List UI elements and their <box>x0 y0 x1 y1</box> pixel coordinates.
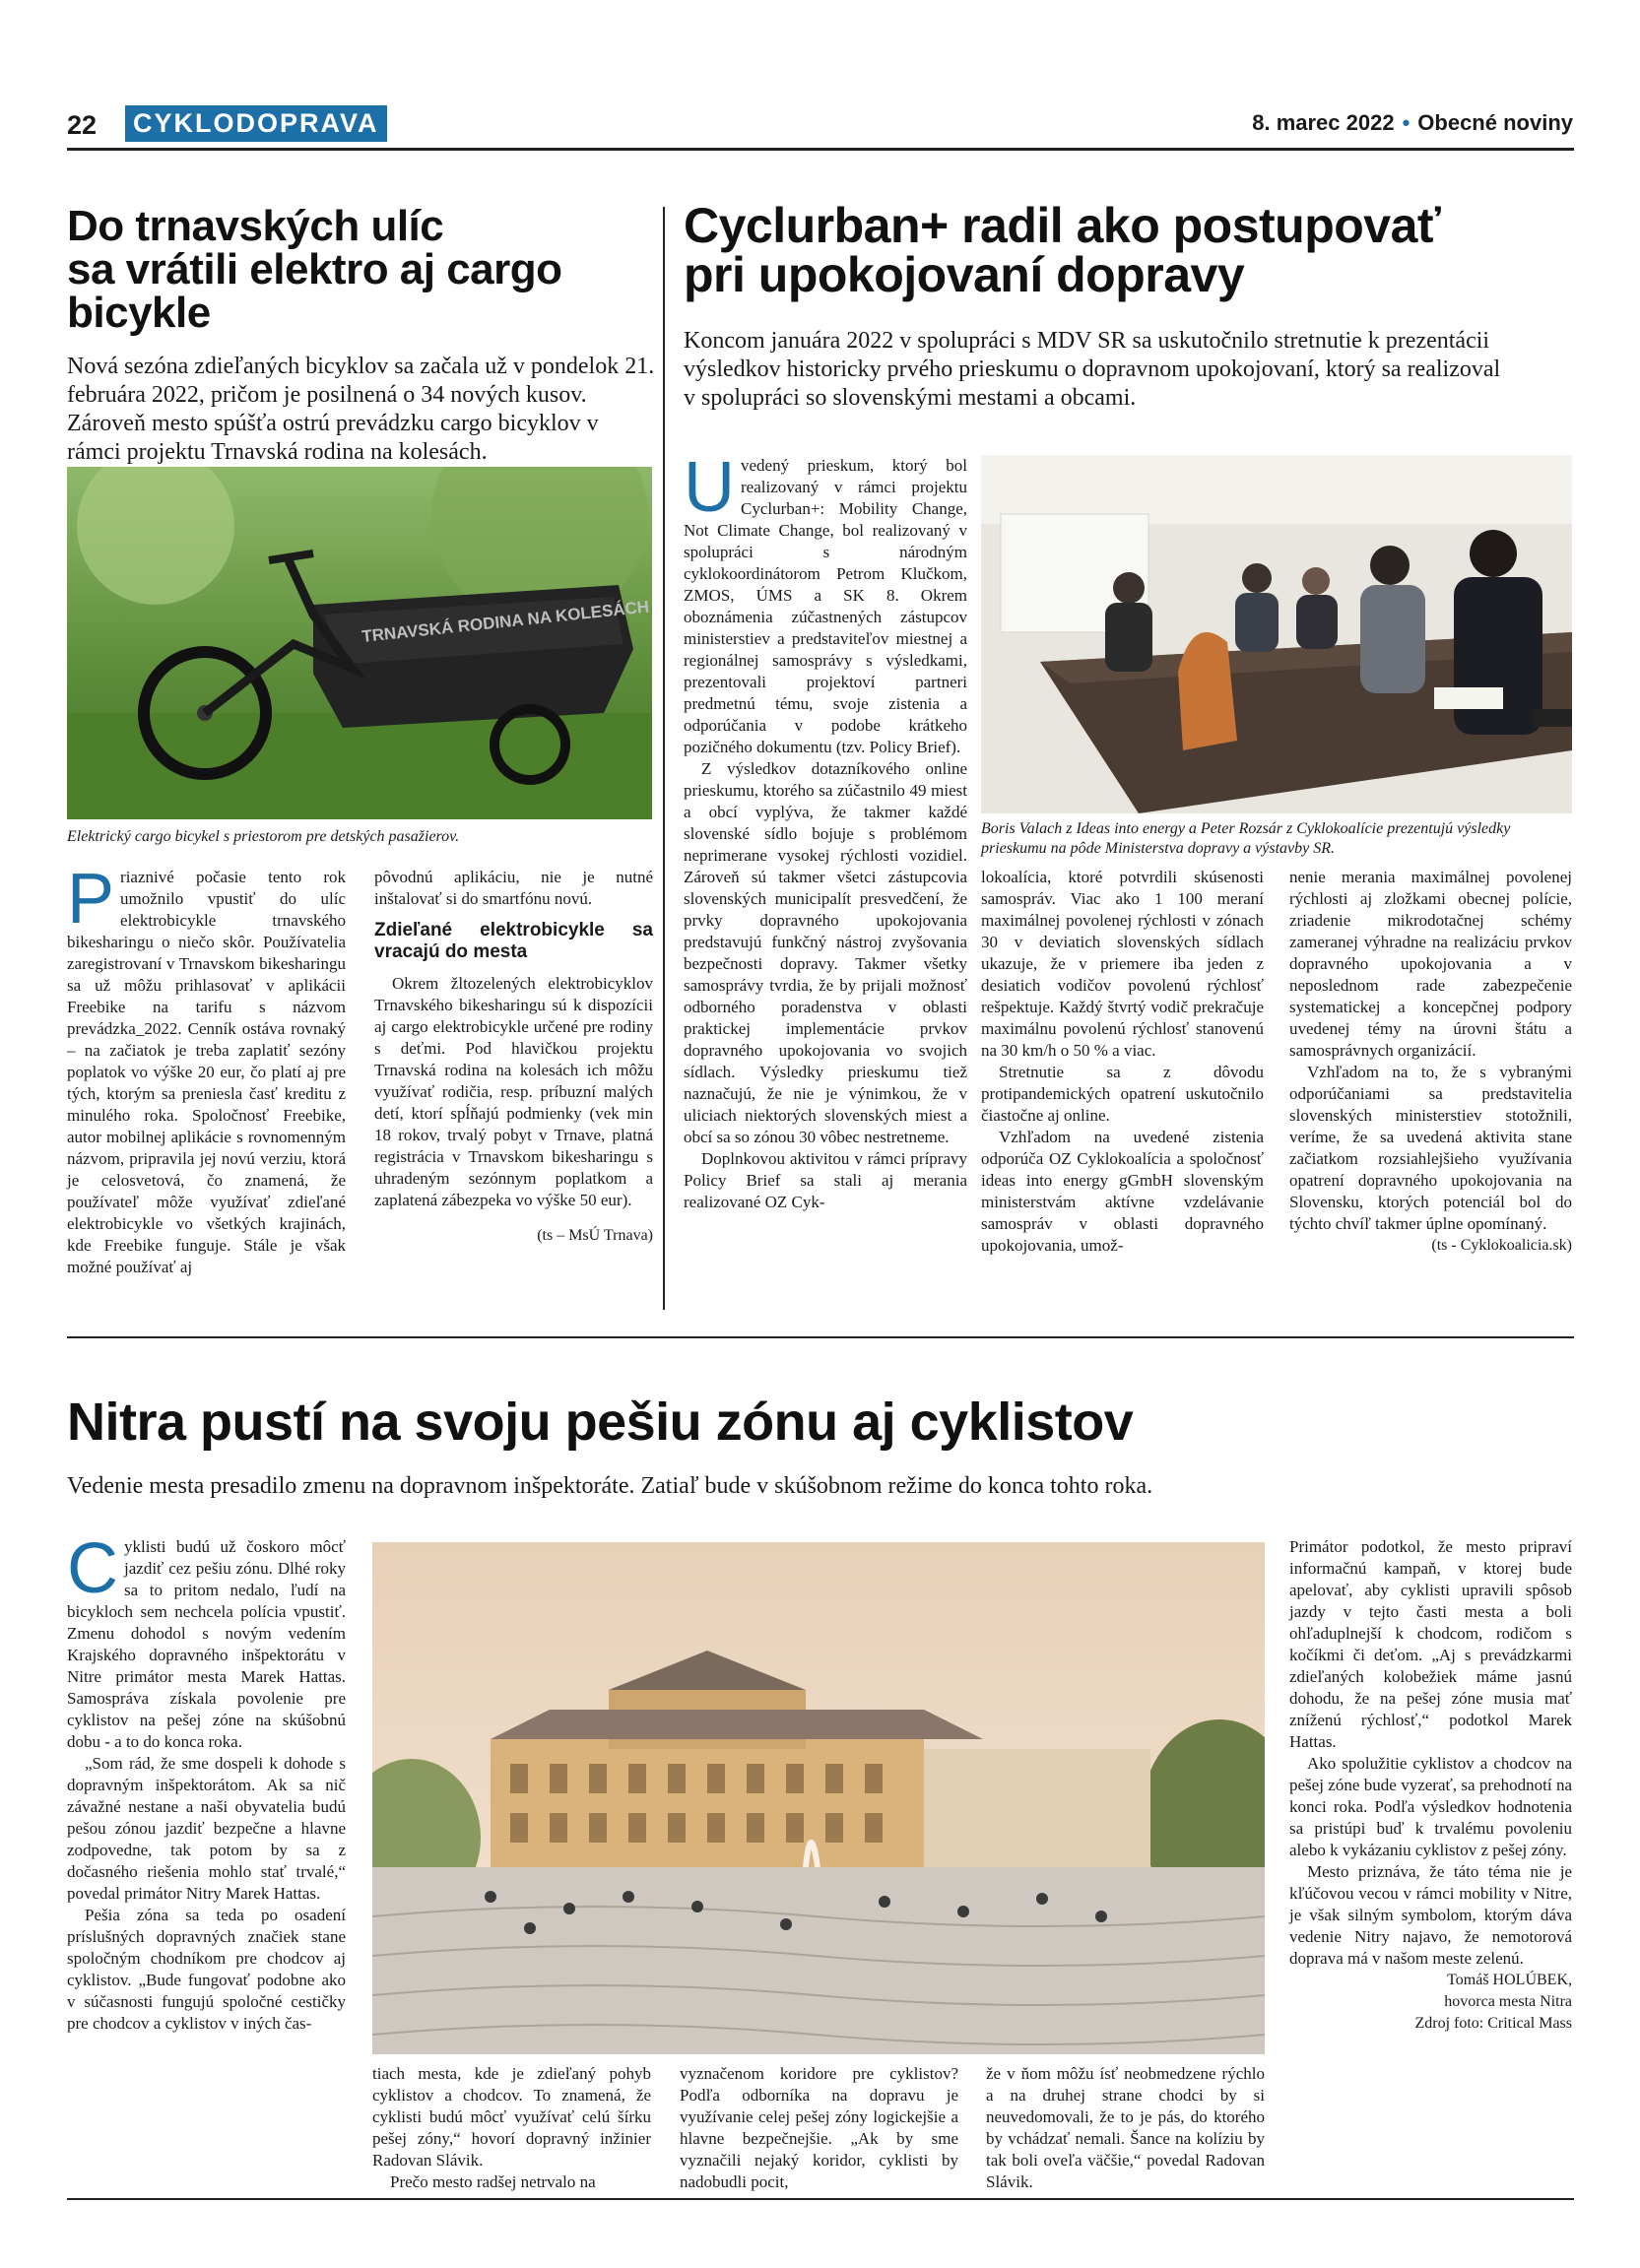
body-text: Doplnkovou aktivitou v rámci prípravy Policy Brief sa stali aj merania realizované OZ Cyk- <box>684 1149 967 1211</box>
section-rule <box>67 1336 1574 1338</box>
article1-column-1 <box>67 860 346 1278</box>
article2-caption: Boris Valach z Ideas into energy a Peter Rozsár z Cyklokoalície prezentujú výsledky prieskumu na pôde Ministerstva dopravy a výstavby SR. <box>981 820 1511 857</box>
article1-column-2 <box>374 867 653 1247</box>
body-text: že v ňom môžu ísť neobmedzene rýchlo a na druhej strane chodci by si neuvedomovali, že to je pás, do ktorého by vchádzať nemali. Šance na kolíziu by tak boli oveľa väčšie,“ povedal Radovan Slávik. <box>986 2064 1265 2191</box>
body-text: Primátor podotkol, že mesto pripraví informačnú kampaň, v ktorej bude apelovať, aby cyklisti upravili spôsob jazdy v tejto časti mesta a boli ohľaduplnejší k chodcom, rodičom s kočíkmi či deťom. „Aj s prevádzkarmi zdieľaných kolobežiek máme jasnú dohodu, že na pešej zóne musia mať zníženú rýchlosť,“ podotkol Marek Hattas. <box>1289 1537 1572 1751</box>
issue-date: 8. marec 2022 <box>1252 110 1395 135</box>
title-line: Do trnavských ulíc <box>67 202 444 250</box>
article3-column-1 <box>67 1529 346 2035</box>
article3-title: Nitra pustí na svoju pešiu zónu aj cyklistov <box>67 1393 1134 1452</box>
article1-signature: (ts – MsÚ Trnava) <box>537 1227 653 1244</box>
article1-caption: Elektrický cargo bicykel s priestorom pre detských pasažierov. <box>67 828 460 845</box>
body-text: lokoalícia, ktoré potvrdili skúsenosti samospráv. Viac ako 1 100 meraní maximálnej povolenej rýchlosti v zónach 30 v deviatich slovenských sídlach ukazuje, že v priemere iba jeden z desiatich vodičov povolenú rýchlosť rešpektuje. Každý štvrtý vodič prekračuje maximálnu povolenú rýchlosť stanovenú na 30 km/h o 50 % a viac. <box>981 868 1264 1060</box>
title-line: Cyclurban+ radil ako postupovať <box>684 198 1441 253</box>
title-line: sa vrátili elektro aj cargo <box>67 245 562 293</box>
photo-box-lettering: TRNAVSKÁ RODINA NA KOLESÁCH <box>361 597 650 646</box>
body-text: Okrem žltozelených elektrobicyklov Trnavského bikesharingu sú k dispozícii aj cargo elektrobicykle určené pre rodiny s deťmi. Pod hlavičkou projektu Trnavská rodina na kolesách ich môžu využívať rodičia, resp. príbuzní malých detí, ktorí spĺňajú podmienky (vek min 18 rokov, trvalý pobyt v Trnave, platná registrácia v Trnavskom bikesharingu s uhradeným sezónnym poplatkom a zaplatená zábezpeka vo výške 50 eur). <box>374 974 653 1209</box>
title-line: bicykle <box>67 289 211 337</box>
body-text: vedený prieskum, ktorý bol realizovaný v rámci projektu Cyclurban+: Mobility Change, Not Climate Change, bol realizovaný v spolupráci s národným cyklokoordinátorom Petrom Klučkom, ZMOS, ÚMS a SK 8. Okrem oboznámenia zúčastnených zástupcov ministerstiev a predstaviteľov miestnej a regionálnej samosprávy s výsledkami, prezentovali projektoví partneri predmetnú tému, svoje zistenia a odporúčania v podobe krátkeho pozičného dokumentu (tzv. Policy Brief). <box>684 456 967 756</box>
article3-column-2 <box>372 2063 651 2193</box>
body-text: vyznačenom koridore pre cyklistov? Podľa odborníka na dopravu je využívanie celej pešej zóny logickejšie a hlavne bezpečnejšie. „Ak by sme vyznačili nejaký koridor, cyklisti by nadobudli pocit, <box>680 2064 958 2191</box>
body-text: riaznivé počasie tento rok umožnilo vpustiť do ulíc elektrobicykle trnavského bikesharingu o niečo skôr. Používatelia zaregistrovaní v Trnavskom bikesharingu sa už môžu prihlasovať v aplikácii Freebike na tarifu s názvom prevádzka_2022. Cenník ostáva rovnaký – na začiatok je treba zaplatiť sezóny poplatok vo výške 20 eur, čo platí aj pre tých, ktorým sa preniesla časť kreditu z minulého roka. Spoločnosť Freebike, autor mobilnej aplikácie s rovnomenným názvom, pripravila jej novú verziu, ktorá je celosvetová, čo znamená, že používateľ môže využívať zdieľané elektrobicykle vo všetkých krajinách, kde Freebike funguje. Stále je však možné používať aj <box>67 868 346 1276</box>
separator-dot-icon: • <box>1402 110 1410 135</box>
body-text: tiach mesta, kde je zdieľaný pohyb cyklistov a chodcov. To znamená, že cyklisti budú môcť využívať celú šírku pešej zóny,“ hovorí dopravný inžinier Radovan Slávik. <box>372 2064 651 2170</box>
article1-lead: Nová sezóna zdieľaných bicyklov sa začala už v pondelok 21. februára 2022, pričom je posilnená o 34 nových kusov. Zároveň mesto spúšťa ostrú prevádzku cargo bicyklov v rámci projektu Trnavská rodina na kolesách. <box>67 354 655 465</box>
body-text: yklisti budú už čoskoro môcť jazdiť cez pešiu zónu. Dlhé roky sa to pritom nedalo, ľudí na bicykloch sem nechcela polícia vpustiť. Zmenu dohodol s novým vedením Krajského dopravného inšpektorátu v Nitre primátor mesta Marek Hattas. Samospráva získala povolenie pre cyklistov na pešej zóne na skúšobnú dobu - a to do konca roka. <box>67 1537 346 1751</box>
dropcap: C <box>67 1529 118 1608</box>
dropcap: P <box>67 860 115 939</box>
article3-author: Tomáš HOLÚBEK, <box>1447 1972 1572 1988</box>
article3-lead: Vedenie mesta presadilo zmenu na dopravnom inšpektoráte. Zatiaľ bude v skúšobnom režime do konca tohto roka. <box>67 1473 1153 1499</box>
header-rule <box>67 148 1574 151</box>
meeting-photo <box>981 455 1572 813</box>
body-text: „Som rád, že sme dospeli k dohode s dopravným inšpektorátom. Ak sa nič závažné nestane a naši obyvatelia budú pešou zónou jazdiť bezpečne a hlavne zodpovedne, tak potom by sa z dočasného riešenia mohlo stať trvalé,“ povedal primátor Nitry Marek Hattas. <box>67 1754 346 1903</box>
article2-signature: (ts - Cyklokoalicia.sk) <box>1431 1237 1572 1254</box>
cargo-bike-photo <box>67 467 652 819</box>
body-text: Ako spolužitie cyklistov a chodcov na pešej zóne bude vyzerať, sa prehodnotí na konci roka. Podľa výsledkov hodnotenia sa pristúpi buď k trvalému povoleniu alebo k vykázaniu cyklistov z pešej zóny. <box>1289 1754 1572 1859</box>
article2-title <box>684 198 1580 302</box>
article2-column-3 <box>1289 867 1572 1257</box>
header-dateline <box>1252 110 1573 136</box>
article3-author-role: hovorca mesta Nitra <box>1444 1993 1572 2010</box>
section-label: CYKLODOPRAVA <box>125 105 387 142</box>
dropcap: U <box>684 448 735 527</box>
article3-photo-source: Zdroj foto: Critical Mass <box>1414 2015 1572 2032</box>
article2-column-2 <box>981 867 1264 1257</box>
body-text: Prečo mesto radšej netrvalo na <box>390 2172 596 2191</box>
article1-title <box>67 202 658 337</box>
title-line: pri upokojovaní dopravy <box>684 247 1245 302</box>
article3-column-5 <box>1289 1536 1572 2035</box>
nitra-square-photo <box>372 1542 1265 2054</box>
body-text: Pešia zóna sa teda po osadení príslušných dopravných značiek stane spoločným chodníkom pre chodcov aj cyklistov. „Bude fungovať podobne ako v súčasnosti fungujú spoločné cestičky pre chodcov a cyklistov v iných čas- <box>67 1906 346 2033</box>
body-text: Vzhľadom na uvedené zistenia odporúča OZ Cyklokoalícia a spoločnosť ideas into energy gGmbH slovenským ministerstvám aktívne vzdelávanie samospráv v oblasti dopravného upokojovania, umož- <box>981 1128 1264 1255</box>
column-divider <box>663 207 665 1310</box>
body-text: nenie merania maximálnej povolenej rýchlosti aj zložkami obecnej polície, zriadenie mikrodotačnej schémy zameranej výhradne na realizáciu prvkov dopravného upokojovania a v neposlednom rade zabezpečenie systematickej a koncepčnej podpory uvedenej témy na úrovni štátu a samosprávnych organizácií. <box>1289 868 1572 1060</box>
article3-column-4 <box>986 2063 1265 2193</box>
body-text: Stretnutie sa z dôvodu protipandemických opatrení uskutočnilo čiastočne aj online. <box>981 1063 1264 1125</box>
body-text: Vzhľadom na to, že s vybranými odporúčaniami sa predstavitelia slovenských ministerstiev stotožnili, veríme, že sa uvedená aktivita stane začiatkom rozsiahlejšieho využívania opatrení dopravného upokojovania na Slovensku, ktorých potenciál bol do týchto chvíľ takmer úplne opomínaný. <box>1289 1063 1572 1233</box>
article3-column-3 <box>680 2063 958 2193</box>
body-text: pôvodnú aplikáciu, nie je nutné inštalovať si do smartfónu novú. <box>374 868 653 908</box>
body-text: Z výsledkov dotazníkového online prieskumu, ktorého sa zúčastnilo 49 miest a obcí vyplýva, že takmer každé slovenské sídlo bojuje s problémom neprimerane vysokej rýchlosti vozidiel. Zároveň sú takmer všetci zástupcovia slovenských municipalít presvedčení, že prvky dopravného upokojovania predstavujú funkčný nástroj zvyšovania bezpečnosti dopravy. Takmer všetky samosprávy tvrdia, že by prijali možnosť odborného poradenstva v oblasti praktickej implementácie prvkov dopravného upokojovania vo svojich sídlach. Výsledky prieskumu tiež naznačujú, že nie je výnimkou, že v uliciach niektorých slovenských miest a obcí sa so zónou 30 vôbec nestretneme. <box>684 759 967 1146</box>
article2-lead: Koncom januára 2022 v spolupráci s MDV SR sa uskutočnilo stretnutie k prezentácii výsledkov historicky prvého prieskumu o dopravnom upokojovaní, ktorý sa realizoval v spolupráci so slovenskými mestami a obcami. <box>684 328 1501 411</box>
page-number: 22 <box>67 110 98 140</box>
publication-name: Obecné noviny <box>1417 110 1573 135</box>
article2-column-1 <box>684 448 967 1213</box>
body-text: Mesto priznáva, že táto téma nie je kľúčovou vecou v rámci mobility v Nitre, je však silným symbolom, ktorým dáva vedenie Nitry najavo, že nemotorová doprava má v našom meste zelenú. <box>1289 1862 1572 1968</box>
article1-subhead: Zdieľané elektrobicykle sa vracajú do mesta <box>374 920 653 962</box>
footer-rule <box>67 2198 1574 2200</box>
